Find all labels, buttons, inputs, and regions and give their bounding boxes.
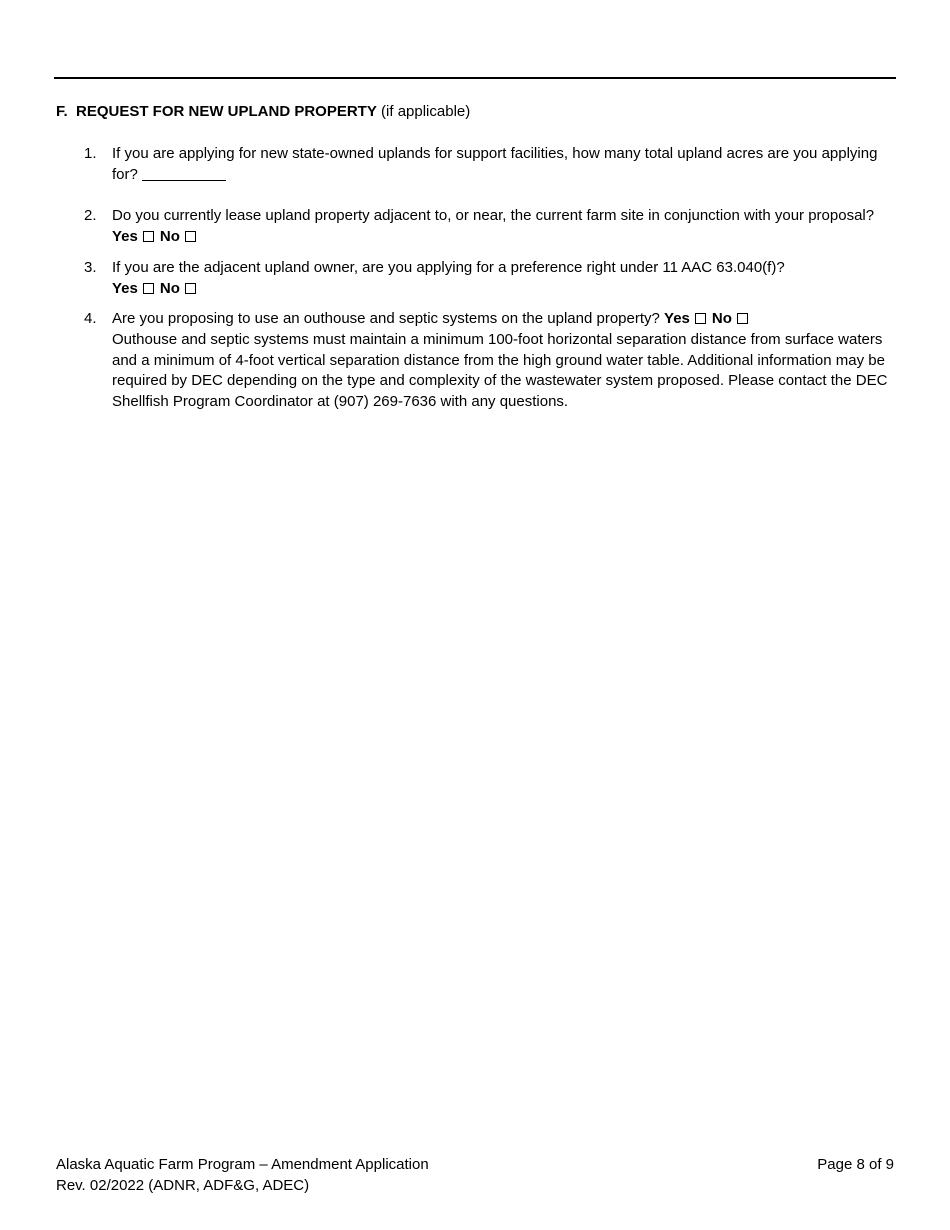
yes-label: Yes [112, 228, 138, 246]
yes-label: Yes [112, 279, 138, 297]
question-number: 1. [84, 145, 97, 162]
header-rule [54, 77, 896, 79]
yes-checkbox[interactable] [695, 313, 706, 324]
question-text: Are you proposing to use an outhouse and septic systems on the upland property? [112, 310, 660, 328]
question-note: Outhouse and septic systems must maintain a minimum 100-foot horizontal separation distance from surface waters and a minimum of 4-foot vertical separation distance from the high ground water table. Additional information may be required by DEC depending on the type and complexity of the wastewater system proposed. Please contact the DEC Shellfish Program Coordinator at (907) 269-7636 with any questions. [112, 330, 888, 411]
question-2 [84, 206, 896, 247]
question-text: Do you currently lease upland property adjacent to, or near, the current farm site in conjunction with your proposal? [112, 207, 875, 225]
section-subtitle: (if applicable) [381, 103, 471, 120]
footer-page-number: Page 8 of 9 [817, 1156, 894, 1173]
question-text: If you are applying for new state-owned uplands for support facilities, how many total upland acres are you applying for? [112, 145, 878, 183]
no-label: No [711, 310, 732, 328]
question-number: 4. [84, 310, 97, 328]
section-letter: F. [56, 103, 68, 120]
page-footer [56, 1154, 894, 1196]
section-title: REQUEST FOR NEW UPLAND PROPERTY [76, 103, 377, 120]
section-heading [56, 102, 896, 122]
question-1 [84, 144, 896, 185]
footer-program: Alaska Aquatic Farm Program – Amendment Application [56, 1156, 429, 1173]
question-4 [84, 309, 896, 413]
no-checkbox[interactable] [185, 231, 196, 242]
no-checkbox[interactable] [737, 313, 748, 324]
no-label: No [159, 279, 180, 297]
question-number: 3. [84, 258, 97, 276]
question-number: 2. [84, 207, 97, 225]
footer-revision: Rev. 02/2022 (ADNR, ADF&G, ADEC) [56, 1177, 310, 1194]
yes-label: Yes [664, 310, 690, 328]
no-checkbox[interactable] [185, 283, 196, 294]
question-3 [84, 258, 896, 299]
upland-acres-field[interactable] [142, 166, 226, 181]
yes-checkbox[interactable] [143, 283, 154, 294]
question-text: If you are the adjacent upland owner, are you applying for a preference right under 11 AAC 63.040(f)? [112, 258, 785, 276]
no-label: No [159, 228, 180, 246]
question-list [84, 144, 896, 413]
yes-checkbox[interactable] [143, 231, 154, 242]
